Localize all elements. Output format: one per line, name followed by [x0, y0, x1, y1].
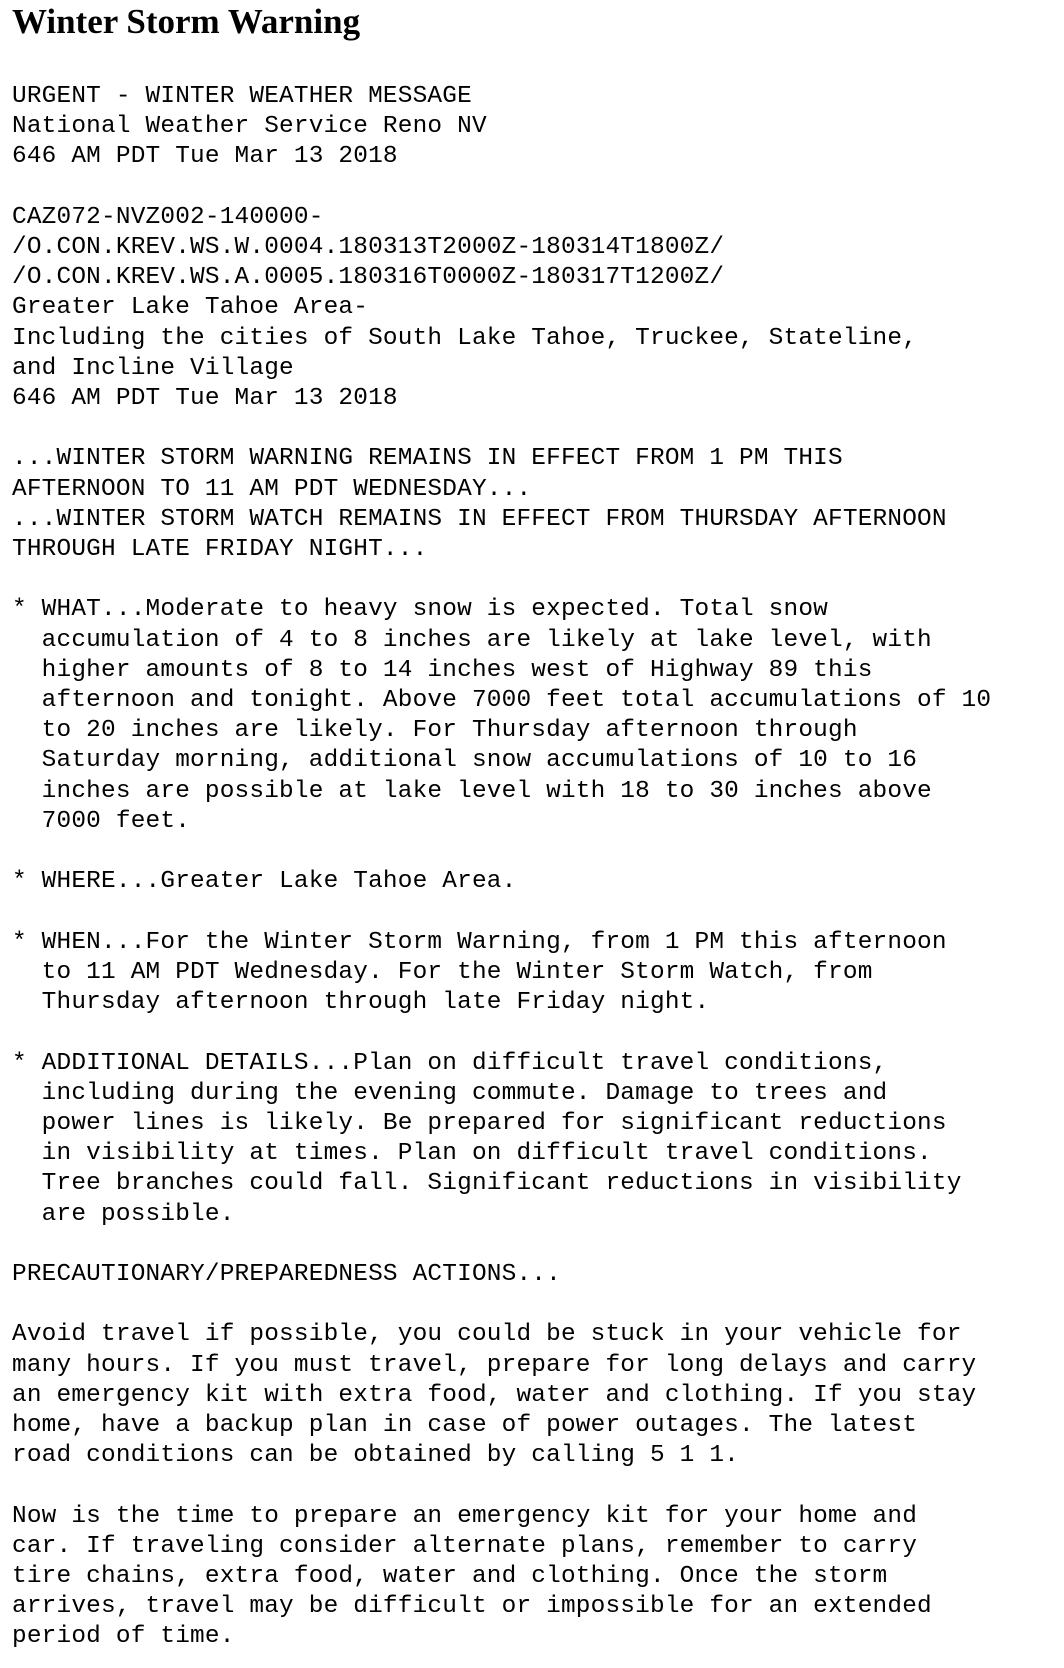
page-title: Winter Storm Warning: [12, 2, 361, 41]
document-page: [12, 0, 1056, 1651]
weather-bulletin-text: URGENT - WINTER WEATHER MESSAGE National Weather Service Reno NV 646 AM PDT Tue Mar 13 2018 CAZ072-NVZ002-140000- /O.CON.KREV.WS.W.0004.180313T2000Z-180314T1800Z/ /O.CON.KREV.WS.A.0005.180316T0000Z-180317T1200Z/ Greater Lake Tahoe Area- Including the cities of South Lake Tahoe, Truckee, Stateline, and Incline Village 646 AM PDT Tue Mar 13 2018 ...WINTER STORM WARNING REMAINS IN EFFECT FROM 1 PM THIS AFTERNOON TO 11 AM PDT WEDNESDAY... ...WINTER STORM WATCH REMAINS IN EFFECT FROM THURSDAY AFTERNOON THROUGH LATE FRIDAY NIGHT... * WHAT...Moderate to heavy snow is expected. Total snow accumulation of 4 to 8 inches are likely at lake level, with higher amounts of 8 to 14 inches west of Highway 89 this afternoon and tonight. Above 7000 feet total accumulations of 10 to 20 inches are likely. For Thursday afternoon through Saturday morning, additional snow accumulations of 10 to 16 inches are possible at lake level with 18 to 30 inches above 7000 feet. * WHERE...Greater Lake Tahoe Area. * WHEN...For the Winter Storm Warning, from 1 PM this afternoon to 11 AM PDT Wednesday. For the Winter Storm Watch, from Thursday afternoon through late Friday night. * ADDITIONAL DETAILS...Plan on difficult travel conditions, including during the evening commute. Damage to trees and power lines is likely. Be prepared for significant reductions in visibility at times. Plan on difficult travel conditions. Tree branches could fall. Significant reductions in visibility are possible. PRECAUTIONARY/PREPAREDNESS ACTIONS... Avoid travel if possible, you could be stuck in your vehicle for many hours. If you must travel, prepare for long delays and carry an emergency kit with extra food, water and clothing. If you stay home, have a backup plan in case of power outages. The latest road conditions can be obtained by calling 5 1 1. Now is the time to prepare an emergency kit for your home and car. If traveling consider alternate plans, remember to carry tire chains, extra food, water and clothing. Once the storm arrives, travel may be difficult or impossible for an extended period of time.: [12, 83, 992, 1651]
